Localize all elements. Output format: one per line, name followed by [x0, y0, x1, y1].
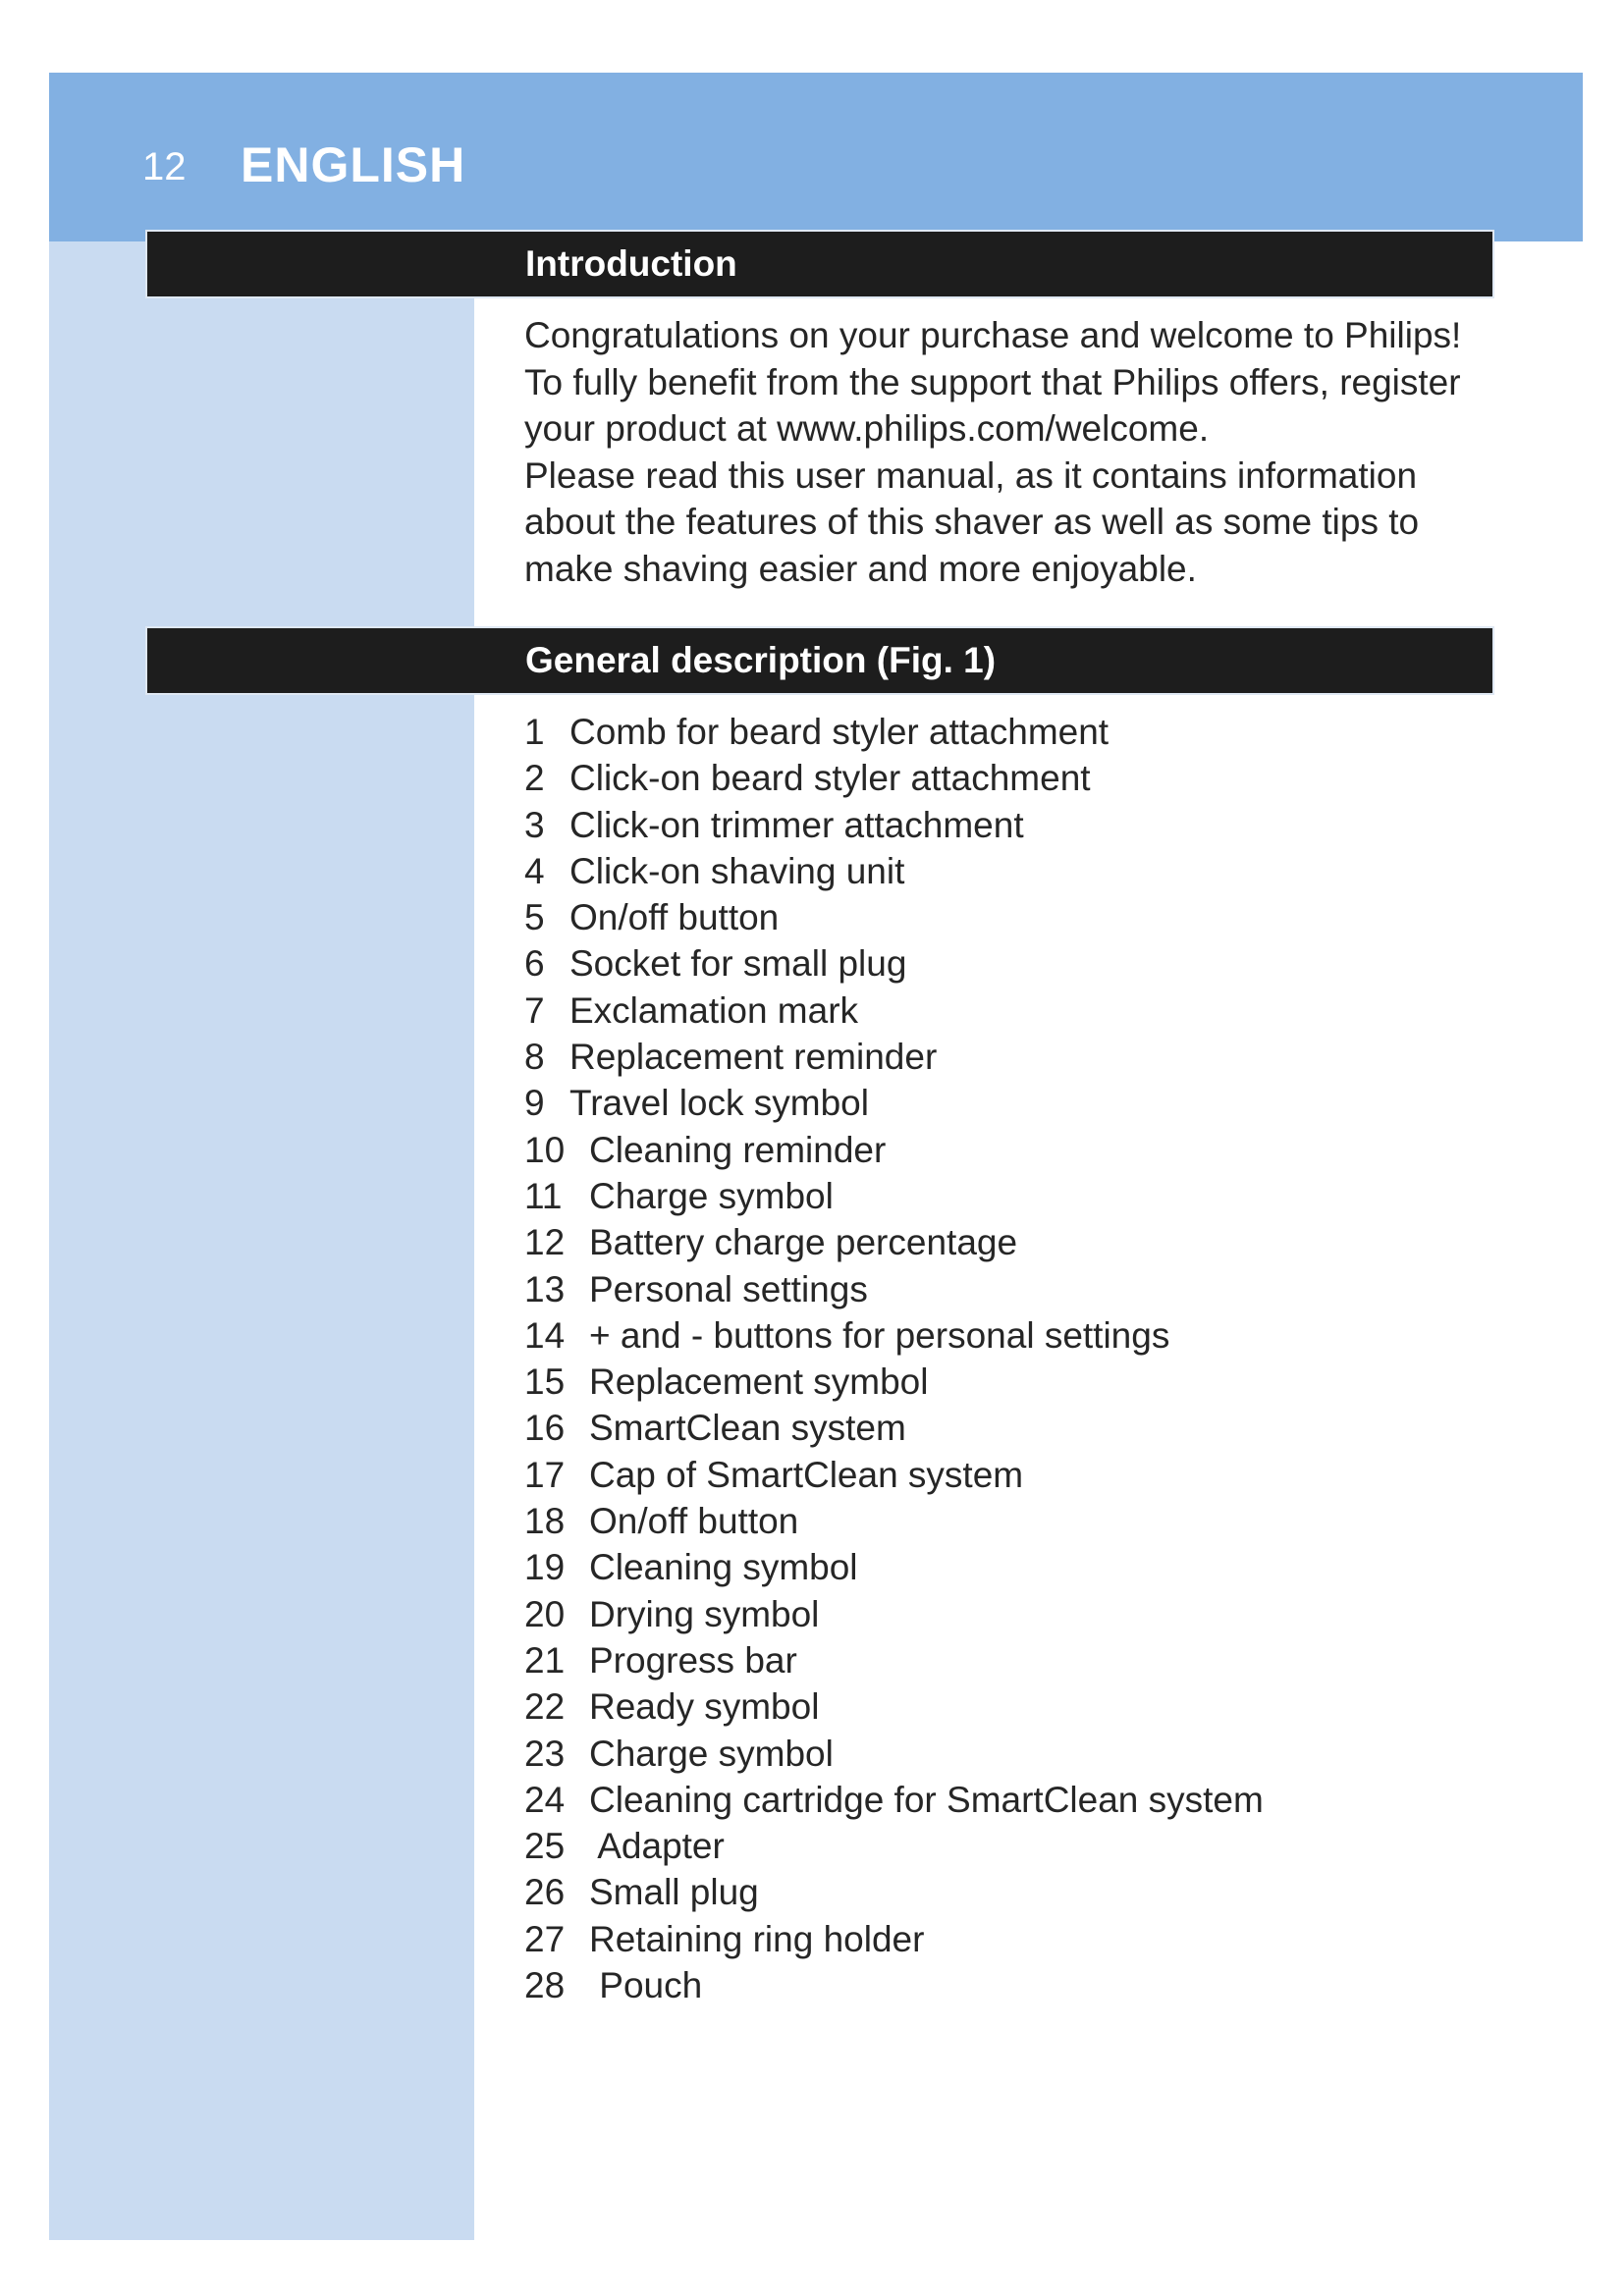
intro-line: your product at www.philips.com/welcome.: [524, 408, 1210, 449]
list-item: [524, 1731, 1264, 1777]
list-item: [524, 1498, 1264, 1544]
item-text: Exclamation mark: [569, 989, 859, 1031]
item-number: 10: [524, 1129, 566, 1170]
list-item: [524, 1591, 1264, 1637]
list-item: [524, 1823, 1264, 1869]
item-text: Replacement symbol: [589, 1362, 929, 1403]
list-item: [524, 1452, 1264, 1498]
item-text: Adapter: [589, 1826, 725, 1867]
item-number: 6: [524, 943, 545, 985]
introduction-text: [524, 312, 1516, 592]
item-number: 25: [524, 1826, 566, 1867]
item-number: 7: [524, 989, 545, 1031]
item-text: Click-on shaving unit: [569, 850, 905, 891]
list-item: [524, 1127, 1264, 1173]
item-text: Personal settings: [589, 1268, 868, 1309]
item-text: Cleaning reminder: [589, 1129, 887, 1170]
item-number: 24: [524, 1779, 566, 1820]
list-item: [524, 1962, 1264, 2008]
item-text: Drying symbol: [589, 1593, 820, 1634]
general-description-title: General description (Fig. 1): [525, 640, 997, 680]
list-item: [524, 1777, 1264, 1823]
list-item: [524, 848, 1264, 894]
list-item: [524, 940, 1264, 987]
item-number: 17: [524, 1454, 566, 1495]
list-item: [524, 1869, 1264, 1915]
item-text: Small plug: [589, 1872, 759, 1913]
introduction-title: Introduction: [525, 243, 737, 284]
item-number: 15: [524, 1362, 566, 1403]
list-item: [524, 988, 1264, 1034]
item-text: Cleaning symbol: [589, 1547, 858, 1588]
language-title: ENGLISH: [241, 137, 466, 192]
item-number: 14: [524, 1314, 566, 1356]
item-text: Comb for beard styler attachment: [569, 712, 1110, 752]
item-number: 26: [524, 1872, 566, 1913]
item-number: 21: [524, 1639, 566, 1681]
list-item: [524, 894, 1264, 940]
item-text: Progress bar: [589, 1639, 797, 1681]
item-text: Pouch: [589, 1965, 703, 2006]
list-item: [524, 1034, 1264, 1080]
item-text: Travel lock symbol: [569, 1083, 869, 1124]
item-text: Battery charge percentage: [589, 1222, 1018, 1263]
list-item: [524, 1405, 1264, 1451]
item-text: Cap of SmartClean system: [589, 1454, 1024, 1495]
intro-line: Congratulations on your purchase and welcome to Philips!: [524, 315, 1462, 355]
item-text: Ready symbol: [589, 1686, 820, 1728]
item-number: 16: [524, 1408, 566, 1449]
list-item: [524, 1266, 1264, 1312]
list-item: [524, 802, 1264, 848]
item-number: 22: [524, 1686, 566, 1728]
item-number: 8: [524, 1037, 545, 1078]
list-item: [524, 1916, 1264, 1962]
item-number: 2: [524, 758, 545, 799]
item-text: Charge symbol: [589, 1733, 834, 1774]
list-item: [524, 1312, 1264, 1359]
list-item: [524, 1219, 1264, 1265]
introduction-header: [147, 232, 1492, 296]
item-number: 23: [524, 1733, 566, 1774]
intro-line: make shaving easier and more enjoyable.: [524, 548, 1197, 589]
list-item: [524, 709, 1264, 755]
page-number: 12: [142, 145, 187, 188]
item-number: 27: [524, 1918, 566, 1959]
list-item: [524, 1683, 1264, 1730]
item-number: 18: [524, 1501, 566, 1542]
item-number: 3: [524, 804, 545, 845]
general-description-header: [147, 628, 1492, 693]
item-text: + and - buttons for personal settings: [589, 1314, 1170, 1356]
item-number: 1: [524, 712, 545, 752]
list-item: [524, 1359, 1264, 1405]
list-item: [524, 755, 1264, 801]
item-text: On/off button: [589, 1501, 799, 1542]
item-number: 4: [524, 850, 545, 891]
item-number: 9: [524, 1083, 545, 1124]
list-item: [524, 1637, 1264, 1683]
list-item: [524, 1173, 1264, 1219]
parts-list: [524, 709, 1264, 2008]
item-number: 28: [524, 1965, 566, 2006]
item-text: Charge symbol: [589, 1175, 834, 1216]
item-number: 12: [524, 1222, 566, 1263]
item-number: 5: [524, 897, 545, 938]
item-number: 19: [524, 1547, 566, 1588]
side-band: [49, 241, 474, 2240]
list-item: [524, 1544, 1264, 1590]
item-number: 20: [524, 1593, 566, 1634]
list-item: [524, 1080, 1264, 1126]
item-text: On/off button: [569, 897, 780, 938]
item-text: Retaining ring holder: [589, 1918, 925, 1959]
item-text: SmartClean system: [589, 1408, 906, 1449]
item-text: Click-on trimmer attachment: [569, 804, 1024, 845]
item-number: 11: [524, 1175, 563, 1216]
intro-line: Please read this user manual, as it contains information: [524, 454, 1418, 496]
item-text: Replacement reminder: [569, 1037, 938, 1078]
intro-line: about the features of this shaver as well as some tips to: [524, 502, 1420, 542]
item-text: Socket for small plug: [569, 943, 907, 985]
intro-line: To fully benefit from the support that Philips offers, register: [524, 361, 1461, 402]
item-number: 13: [524, 1268, 566, 1309]
item-text: Cleaning cartridge for SmartClean system: [589, 1779, 1264, 1820]
item-text: Click-on beard styler attachment: [569, 758, 1091, 799]
